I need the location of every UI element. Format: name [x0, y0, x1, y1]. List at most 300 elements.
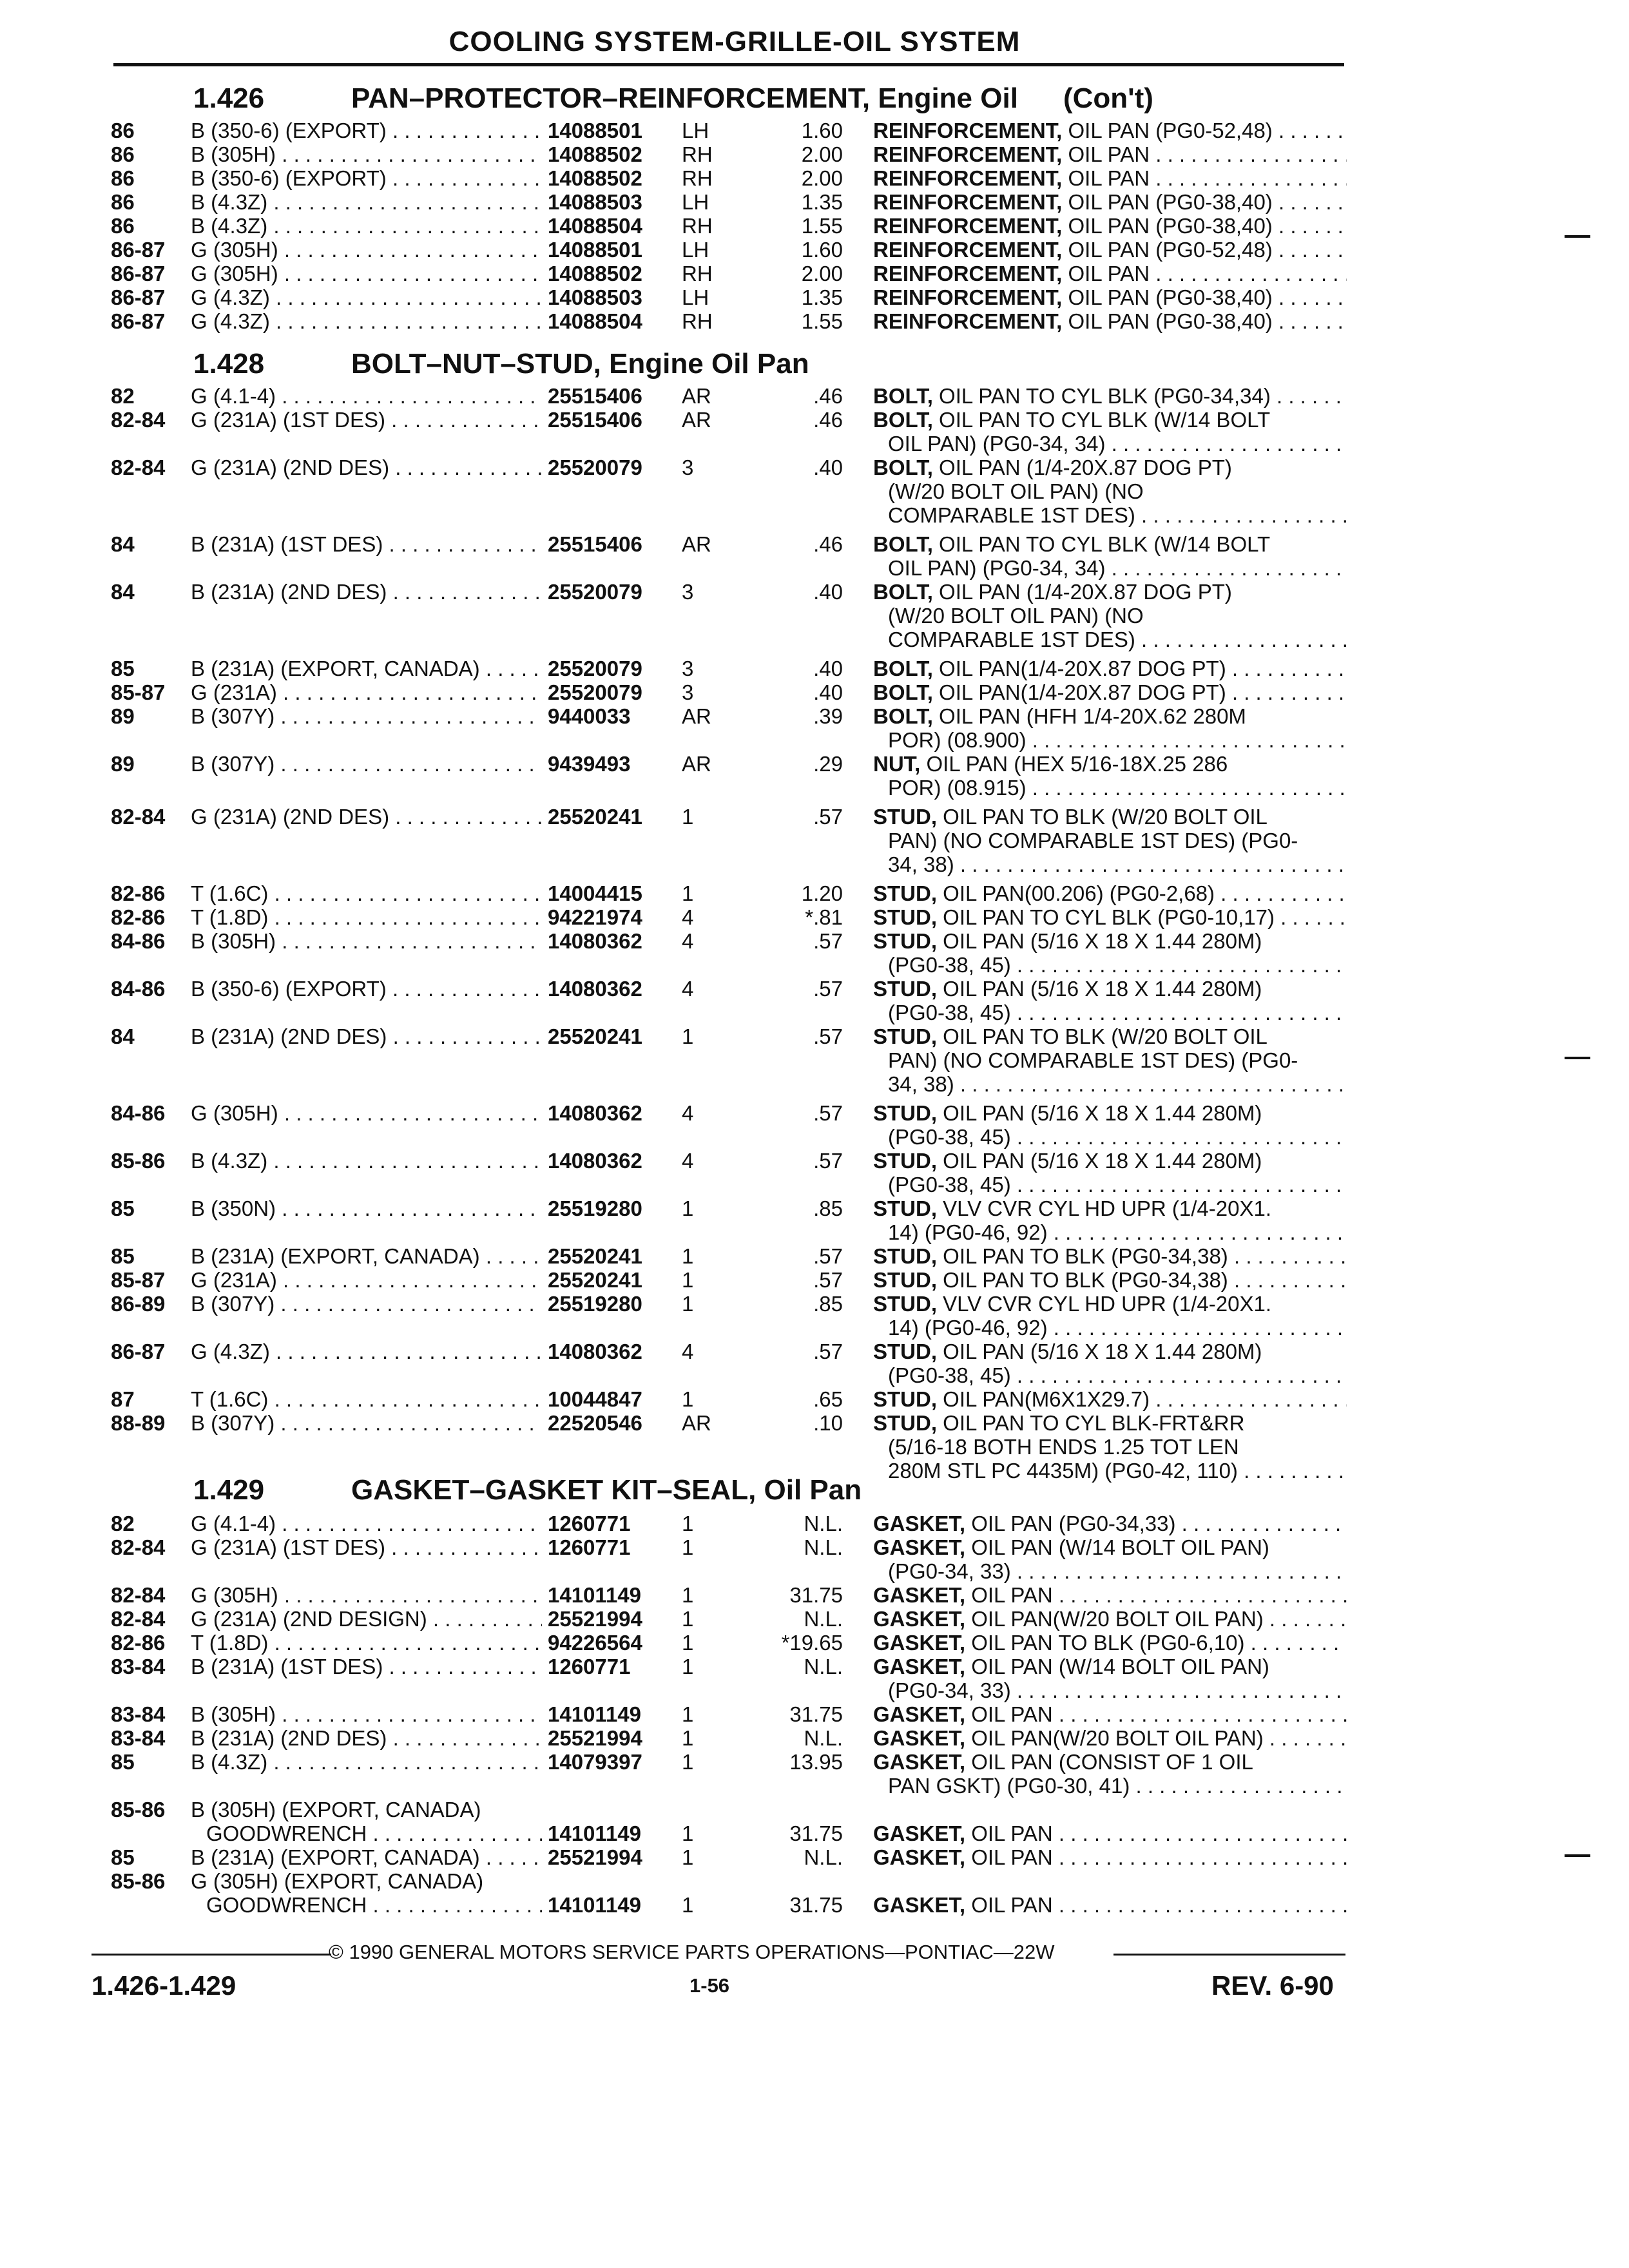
application-text: G (4.1-4) — [191, 384, 276, 408]
application — [191, 214, 542, 238]
part-number: 14088502 — [548, 262, 642, 285]
description-continuation: POR) (08.900) . . . — [888, 728, 1347, 752]
application — [191, 262, 542, 285]
price: .85 — [813, 1196, 843, 1220]
application — [191, 142, 542, 166]
application-text: B (305H) — [191, 929, 276, 953]
description-continuation: (W/20 BOLT OIL PAN) (NO — [888, 479, 1144, 503]
model-year: 82 — [111, 384, 135, 408]
quantity: AR — [682, 408, 711, 432]
quantity: 1 — [682, 1535, 694, 1559]
footer-section-range: 1.426-1.429 — [92, 1970, 236, 2001]
model-year: 82-84 — [111, 408, 166, 432]
part-number: 14088501 — [548, 238, 642, 262]
quantity: AR — [682, 1411, 711, 1435]
price: .57 — [813, 1024, 843, 1048]
part-number: 9439493 — [548, 752, 631, 776]
section-number: 1.428 — [193, 348, 265, 380]
part-description: GASKET, OIL PAN (W/14 BOLT OIL PAN) — [873, 1535, 1269, 1559]
part-number: 14080362 — [548, 929, 642, 953]
quantity: AR — [682, 532, 711, 556]
part-description: STUD, OIL PAN TO BLK (W/20 BOLT OIL — [873, 805, 1268, 829]
model-year: 84 — [111, 580, 135, 604]
part-number: 14101149 — [548, 1893, 642, 1917]
quantity: 1 — [682, 1845, 694, 1869]
model-year: 82-86 — [111, 1631, 166, 1655]
price: .57 — [813, 1340, 843, 1363]
quantity: 1 — [682, 1821, 694, 1845]
price: N.L. — [804, 1726, 843, 1750]
part-description: REINFORCEMENT, OIL PAN (PG0-52,48) . . . — [873, 238, 1347, 262]
application — [191, 580, 542, 604]
section-title: GASKET–GASKET KIT–SEAL, Oil Pan — [351, 1474, 862, 1506]
application — [191, 285, 542, 309]
quantity: 1 — [682, 1387, 694, 1411]
quantity: LH — [682, 285, 709, 309]
part-number: 25519280 — [548, 1196, 642, 1220]
application-text: B (231A) (1ST DES) — [191, 1655, 383, 1678]
price: 1.35 — [801, 190, 843, 214]
model-year: 86 — [111, 214, 135, 238]
footer-revision: REV. 6-90 — [1211, 1970, 1334, 2001]
part-number: 25520079 — [548, 580, 642, 604]
part-number: 14088504 — [548, 309, 642, 333]
part-number: 14080362 — [548, 1340, 642, 1363]
description-continuation: (PG0-34, 33) . . . — [888, 1678, 1347, 1702]
price: 1.55 — [801, 309, 843, 333]
part-description: STUD, OIL PAN (5/16 X 18 X 1.44 280M) — [873, 929, 1262, 953]
part-description: GASKET, OIL PAN . . . — [873, 1845, 1347, 1869]
model-year: 85 — [111, 657, 135, 680]
application — [191, 752, 542, 776]
quantity: LH — [682, 119, 709, 142]
part-description: BOLT, OIL PAN (1/4-20X.87 DOG PT) — [873, 580, 1232, 604]
margin-mark — [1565, 1057, 1590, 1059]
model-year: 85-86 — [111, 1149, 166, 1173]
footer-page-number: 1-56 — [689, 1974, 730, 1997]
application-text: T (1.6C) — [191, 1387, 269, 1411]
application-text: G (231A) (1ST DES) — [191, 1535, 385, 1559]
quantity: 1 — [682, 1196, 694, 1220]
part-description: BOLT, OIL PAN TO CYL BLK (W/14 BOLT — [873, 408, 1271, 432]
part-number: 14101149 — [548, 1702, 642, 1726]
application — [191, 532, 542, 556]
price: .40 — [813, 580, 843, 604]
application-text: T (1.8D) — [191, 1631, 269, 1655]
application — [191, 1024, 542, 1048]
quantity: 1 — [682, 1631, 694, 1655]
application-text: B (307Y) — [191, 752, 275, 776]
part-number: 14088503 — [548, 285, 642, 309]
application-text: B (231A) (2ND DES) — [191, 1024, 387, 1048]
price: .40 — [813, 657, 843, 680]
part-description: GASKET, OIL PAN(W/20 BOLT OIL PAN) . . . — [873, 1726, 1347, 1750]
part-description: GASKET, OIL PAN(W/20 BOLT OIL PAN) . . . — [873, 1607, 1347, 1631]
quantity: 1 — [682, 805, 694, 829]
part-description: STUD, OIL PAN TO CYL BLK-FRT&RR — [873, 1411, 1245, 1435]
section-title: BOLT–NUT–STUD, Engine Oil Pan — [351, 348, 809, 380]
price: 31.75 — [789, 1821, 843, 1845]
price: N.L. — [804, 1607, 843, 1631]
part-number: 25521994 — [548, 1845, 642, 1869]
description-continuation: 14) (PG0-46, 92) . . . — [888, 1316, 1347, 1340]
application — [191, 1702, 542, 1726]
model-year: 83-84 — [111, 1702, 166, 1726]
application-text: GOODWRENCH — [206, 1893, 367, 1917]
model-year: 85 — [111, 1244, 135, 1268]
application — [191, 1655, 542, 1678]
description-continuation: 280M STL PC 4435M) (PG0-42, 110) . . . — [888, 1459, 1347, 1483]
quantity: 4 — [682, 1149, 694, 1173]
description-continuation: PAN) (NO COMPARABLE 1ST DES) (PG0- — [888, 1048, 1298, 1072]
part-number: 25519280 — [548, 1292, 642, 1316]
part-description: STUD, OIL PAN TO CYL BLK (PG0-10,17) . . . — [873, 905, 1347, 929]
part-description: STUD, OIL PAN (5/16 X 18 X 1.44 280M) — [873, 977, 1262, 1001]
model-year: 82-84 — [111, 456, 166, 479]
model-year: 85-86 — [111, 1869, 166, 1893]
application: B (305H) (EXPORT, CANADA) — [191, 1798, 481, 1821]
price: .46 — [813, 408, 843, 432]
part-description: REINFORCEMENT, OIL PAN (PG0-38,40) . . . — [873, 190, 1347, 214]
model-year: 86-89 — [111, 1292, 166, 1316]
application-text: G (231A) — [191, 680, 277, 704]
price: .46 — [813, 532, 843, 556]
model-year: 86 — [111, 190, 135, 214]
model-year: 83-84 — [111, 1726, 166, 1750]
part-number: 25520241 — [548, 1024, 642, 1048]
quantity: 3 — [682, 580, 694, 604]
application-text: G (231A) (2ND DES) — [191, 456, 390, 479]
quantity: 1 — [682, 1607, 694, 1631]
part-description: REINFORCEMENT, OIL PAN (PG0-52,48) . . . — [873, 119, 1347, 142]
part-description: STUD, OIL PAN (5/16 X 18 X 1.44 280M) — [873, 1101, 1262, 1125]
model-year: 84-86 — [111, 977, 166, 1001]
section-number: 1.429 — [193, 1474, 265, 1506]
application-text: G (231A) — [191, 1268, 277, 1292]
application-text: B (231A) (EXPORT, CANADA) — [191, 657, 480, 680]
quantity: AR — [682, 752, 711, 776]
price: 31.75 — [789, 1702, 843, 1726]
description-continuation: (W/20 BOLT OIL PAN) (NO — [888, 604, 1144, 628]
part-description: STUD, OIL PAN(00.206) (PG0-2,68) . . . — [873, 881, 1347, 905]
part-description: REINFORCEMENT, OIL PAN (PG0-38,40) . . . — [873, 285, 1347, 309]
application-text: B (231A) (EXPORT, CANADA) — [191, 1845, 480, 1869]
part-number: 14079397 — [548, 1750, 642, 1774]
quantity: 1 — [682, 1655, 694, 1678]
application — [191, 1845, 542, 1869]
part-number: 25515406 — [548, 408, 642, 432]
part-description: BOLT, OIL PAN(1/4-20X.87 DOG PT) . . . — [873, 680, 1347, 704]
part-number: 25520241 — [548, 1268, 642, 1292]
model-year: 86-87 — [111, 238, 166, 262]
part-description: STUD, OIL PAN TO BLK (PG0-34,38) . . . — [873, 1244, 1347, 1268]
price: .46 — [813, 384, 843, 408]
quantity: 3 — [682, 680, 694, 704]
price: .57 — [813, 1101, 843, 1125]
model-year: 89 — [111, 704, 135, 728]
part-number: 14088503 — [548, 190, 642, 214]
price: .57 — [813, 1244, 843, 1268]
application — [191, 190, 542, 214]
application-text: G (231A) (2ND DESIGN) — [191, 1607, 427, 1631]
application — [191, 881, 542, 905]
price: .57 — [813, 805, 843, 829]
part-description: GASKET, OIL PAN . . . — [873, 1893, 1347, 1917]
quantity: 1 — [682, 1726, 694, 1750]
application-text: G (305H) — [191, 262, 278, 285]
part-number: 25515406 — [548, 384, 642, 408]
header-rule — [113, 63, 1344, 66]
part-description: BOLT, OIL PAN(1/4-20X.87 DOG PT) . . . — [873, 657, 1347, 680]
part-number: 14101149 — [548, 1821, 642, 1845]
application-text: G (305H) — [191, 1583, 278, 1607]
description-continuation: (5/16-18 BOTH ENDS 1.25 TOT LEN — [888, 1435, 1239, 1459]
application — [191, 1750, 542, 1774]
description-continuation: PAN GSKT) (PG0-30, 41) . . . — [888, 1774, 1347, 1798]
footer-rule-left — [92, 1954, 331, 1956]
application-text: B (305H) — [191, 1702, 276, 1726]
quantity: 1 — [682, 1268, 694, 1292]
part-number: 25520079 — [548, 657, 642, 680]
application — [191, 1149, 542, 1173]
application — [191, 1411, 542, 1435]
application — [191, 1583, 542, 1607]
application-text: T (1.6C) — [191, 881, 269, 905]
application-text: B (231A) (2ND DES) — [191, 580, 387, 604]
part-number: 14080362 — [548, 1149, 642, 1173]
price: .29 — [813, 752, 843, 776]
part-description: GASKET, OIL PAN . . . — [873, 1702, 1347, 1726]
part-number: 25520241 — [548, 805, 642, 829]
application-text: G (231A) (2ND DES) — [191, 805, 390, 829]
application: G (305H) (EXPORT, CANADA) — [191, 1869, 484, 1893]
model-year: 83-84 — [111, 1655, 166, 1678]
model-year: 86-87 — [111, 309, 166, 333]
quantity: 1 — [682, 1244, 694, 1268]
footer-rule-right — [1113, 1954, 1345, 1956]
model-year: 86-87 — [111, 262, 166, 285]
quantity: RH — [682, 214, 713, 238]
application-text: B (231A) (1ST DES) — [191, 532, 383, 556]
application-text: G (231A) (1ST DES) — [191, 408, 385, 432]
part-description: GASKET, OIL PAN . . . — [873, 1821, 1347, 1845]
application — [191, 384, 542, 408]
model-year: 86 — [111, 142, 135, 166]
description-continuation: POR) (08.915) . . . — [888, 776, 1347, 800]
part-number: 14080362 — [548, 1101, 642, 1125]
model-year: 82-84 — [111, 1535, 166, 1559]
part-number: 10044847 — [548, 1387, 642, 1411]
part-description: REINFORCEMENT, OIL PAN . . . — [873, 262, 1347, 285]
application — [191, 309, 542, 333]
model-year: 82-84 — [111, 1607, 166, 1631]
quantity: 4 — [682, 929, 694, 953]
quantity: 3 — [682, 456, 694, 479]
part-description: REINFORCEMENT, OIL PAN . . . — [873, 142, 1347, 166]
quantity: 1 — [682, 881, 694, 905]
application-text: B (307Y) — [191, 1292, 275, 1316]
part-number: 25521994 — [548, 1726, 642, 1750]
application-text: B (4.3Z) — [191, 1750, 268, 1774]
application — [191, 1196, 542, 1220]
part-description: GASKET, OIL PAN TO BLK (PG0-6,10) . . . — [873, 1631, 1347, 1655]
price: 2.00 — [801, 262, 843, 285]
price: 13.95 — [789, 1750, 843, 1774]
model-year: 85 — [111, 1196, 135, 1220]
part-description: STUD, OIL PAN(M6X1X29.7) . . . — [873, 1387, 1347, 1411]
part-description: STUD, OIL PAN TO BLK (W/20 BOLT OIL — [873, 1024, 1268, 1048]
price: .65 — [813, 1387, 843, 1411]
description-continuation: (PG0-38, 45) . . . — [888, 1001, 1347, 1024]
application — [191, 680, 542, 704]
application — [206, 1893, 542, 1917]
section-heading — [193, 1474, 862, 1506]
application-text: B (231A) (EXPORT, CANADA) — [191, 1244, 480, 1268]
part-number: 14088504 — [548, 214, 642, 238]
part-description: REINFORCEMENT, OIL PAN (PG0-38,40) . . . — [873, 214, 1347, 238]
application-text: B (307Y) — [191, 1411, 275, 1435]
description-continuation: (PG0-38, 45) . . . — [888, 1125, 1347, 1149]
application-text: B (350-6) (EXPORT) — [191, 977, 387, 1001]
price: 31.75 — [789, 1583, 843, 1607]
margin-mark — [1565, 1854, 1590, 1857]
model-year: 82-86 — [111, 905, 166, 929]
description-continuation: 34, 38) . . . — [888, 1072, 1347, 1096]
model-year: 88-89 — [111, 1411, 166, 1435]
price: .40 — [813, 680, 843, 704]
application-text: G (305H) — [191, 1101, 278, 1125]
model-year: 85-87 — [111, 1268, 166, 1292]
quantity: AR — [682, 384, 711, 408]
description-continuation: OIL PAN) (PG0-34, 34) . . . — [888, 432, 1347, 456]
part-number: 25521994 — [548, 1607, 642, 1631]
application — [191, 1535, 542, 1559]
part-number: 1260771 — [548, 1655, 631, 1678]
price: .57 — [813, 929, 843, 953]
application — [191, 1292, 542, 1316]
quantity: LH — [682, 190, 709, 214]
application-text: B (350-6) (EXPORT) — [191, 119, 387, 142]
part-number: 94221974 — [548, 905, 642, 929]
part-description: GASKET, OIL PAN (PG0-34,33) . . . — [873, 1512, 1347, 1535]
price: 1.55 — [801, 214, 843, 238]
price: .39 — [813, 704, 843, 728]
model-year: 85-86 — [111, 1798, 166, 1821]
quantity: LH — [682, 238, 709, 262]
quantity: RH — [682, 309, 713, 333]
margin-mark — [1565, 235, 1590, 238]
quantity: RH — [682, 262, 713, 285]
page-header-title: COOLING SYSTEM-GRILLE-OIL SYSTEM — [448, 26, 1021, 57]
description-continuation: PAN) (NO COMPARABLE 1ST DES) (PG0- — [888, 829, 1298, 852]
application — [191, 929, 542, 953]
model-year: 86-87 — [111, 1340, 166, 1363]
quantity: 1 — [682, 1583, 694, 1607]
description-continuation: 14) (PG0-46, 92) . . . — [888, 1220, 1347, 1244]
price: .57 — [813, 977, 843, 1001]
part-description: BOLT, OIL PAN (HFH 1/4-20X.62 280M — [873, 704, 1246, 728]
part-description: REINFORCEMENT, OIL PAN (PG0-38,40) . . . — [873, 309, 1347, 333]
price: N.L. — [804, 1535, 843, 1559]
description-continuation: (PG0-38, 45) . . . — [888, 1173, 1347, 1196]
section-heading — [193, 348, 809, 380]
part-description: STUD, OIL PAN TO BLK (PG0-34,38) . . . — [873, 1268, 1347, 1292]
application — [206, 1821, 542, 1845]
application — [191, 805, 542, 829]
description-continuation: COMPARABLE 1ST DES) . . . — [888, 503, 1347, 527]
price: 2.00 — [801, 142, 843, 166]
description-continuation: (PG0-38, 45) . . . — [888, 953, 1347, 977]
price: .40 — [813, 456, 843, 479]
part-description: STUD, OIL PAN (5/16 X 18 X 1.44 280M) — [873, 1149, 1262, 1173]
price: .85 — [813, 1292, 843, 1316]
application-text: B (350N) — [191, 1196, 276, 1220]
application-text: B (350-6) (EXPORT) — [191, 166, 387, 190]
part-number: 14101149 — [548, 1583, 642, 1607]
part-number: 94226564 — [548, 1631, 642, 1655]
quantity: RH — [682, 142, 713, 166]
description-continuation: (PG0-38, 45) . . . — [888, 1363, 1347, 1387]
price: 1.20 — [801, 881, 843, 905]
part-description: STUD, OIL PAN (5/16 X 18 X 1.44 280M) — [873, 1340, 1262, 1363]
section-title: PAN–PROTECTOR–REINFORCEMENT, Engine Oil — [351, 82, 1018, 114]
application — [191, 456, 542, 479]
part-description: BOLT, OIL PAN TO CYL BLK (PG0-34,34) . . . — [873, 384, 1347, 408]
section-continued-label: (Con't) — [1063, 82, 1153, 114]
model-year: 85-87 — [111, 680, 166, 704]
model-year: 85 — [111, 1750, 135, 1774]
application-text: B (307Y) — [191, 704, 275, 728]
quantity: RH — [682, 166, 713, 190]
price: *.81 — [805, 905, 843, 929]
application — [191, 704, 542, 728]
quantity: 1 — [682, 1024, 694, 1048]
price: .57 — [813, 1268, 843, 1292]
model-year: 87 — [111, 1387, 135, 1411]
application — [191, 1244, 542, 1268]
application — [191, 1268, 542, 1292]
footer-copyright: © 1990 GENERAL MOTORS SERVICE PARTS OPERATIONS—PONTIAC—22W — [329, 1941, 1055, 1963]
application-text: G (4.3Z) — [191, 285, 270, 309]
application-text: B (4.3Z) — [191, 1149, 268, 1173]
application — [191, 119, 542, 142]
part-number: 14088502 — [548, 166, 642, 190]
quantity: 1 — [682, 1702, 694, 1726]
quantity: 3 — [682, 657, 694, 680]
model-year: 84 — [111, 532, 135, 556]
part-description: BOLT, OIL PAN (1/4-20X.87 DOG PT) — [873, 456, 1232, 479]
quantity: 4 — [682, 905, 694, 929]
quantity: 4 — [682, 1340, 694, 1363]
model-year: 84 — [111, 1024, 135, 1048]
model-year: 85 — [111, 1845, 135, 1869]
part-description: STUD, VLV CVR CYL HD UPR (1/4-20X1. — [873, 1196, 1272, 1220]
part-number: 1260771 — [548, 1512, 631, 1535]
part-number: 9440033 — [548, 704, 631, 728]
application — [191, 1726, 542, 1750]
part-description: GASKET, OIL PAN (W/14 BOLT OIL PAN) — [873, 1655, 1269, 1678]
section-heading — [193, 82, 1153, 115]
section-number: 1.426 — [193, 82, 265, 114]
part-number: 22520546 — [548, 1411, 642, 1435]
quantity: 4 — [682, 977, 694, 1001]
model-year: 82-84 — [111, 805, 166, 829]
part-description: BOLT, OIL PAN TO CYL BLK (W/14 BOLT — [873, 532, 1271, 556]
application — [191, 1607, 542, 1631]
part-number: 14080362 — [548, 977, 642, 1001]
description-continuation: COMPARABLE 1ST DES) . . . — [888, 628, 1347, 651]
price: 2.00 — [801, 166, 843, 190]
